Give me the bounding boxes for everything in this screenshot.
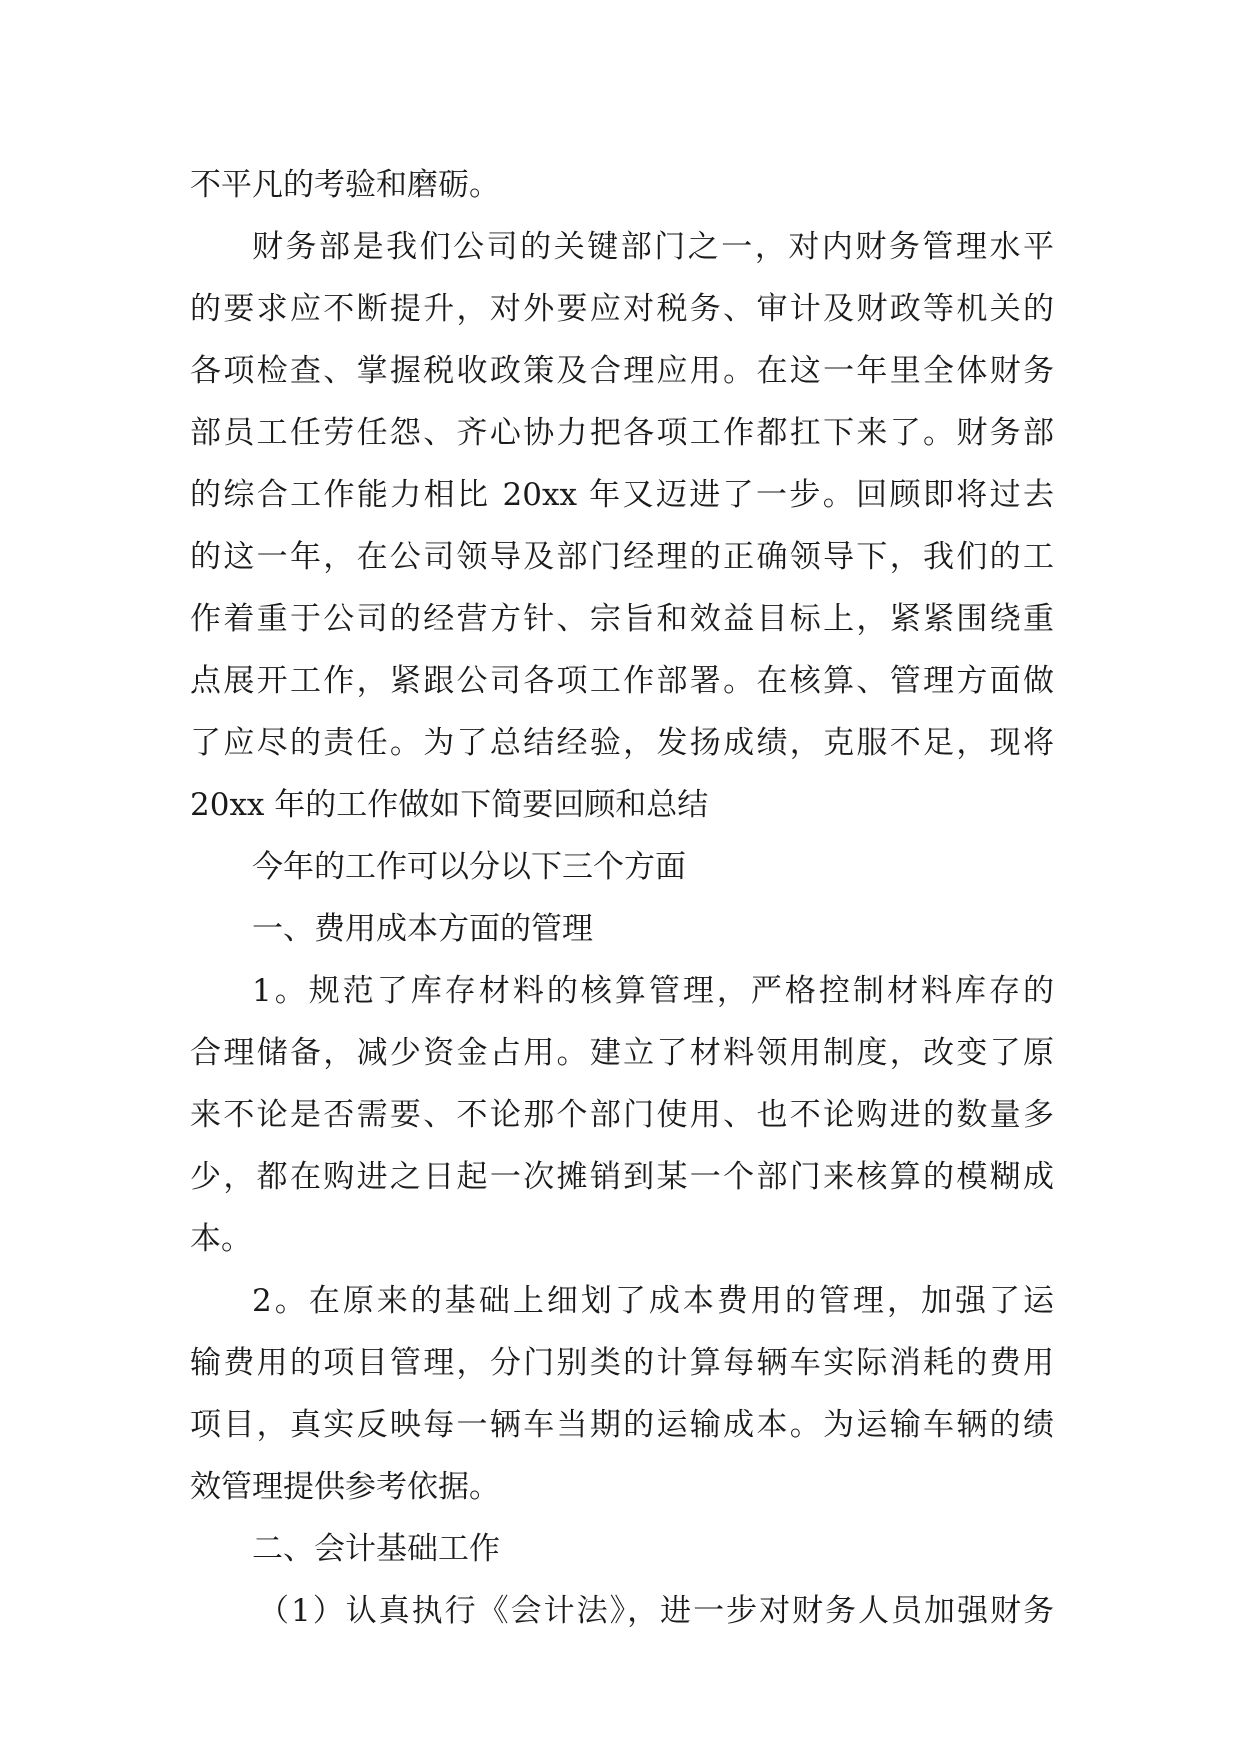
text-line: 部员工任劳任怨、齐心协力把各项工作都扛下来了。财务部 — [190, 415, 1054, 451]
text-line: 来不论是否需要、不论那个部门使用、也不论购进的数量多 — [190, 1097, 1054, 1133]
text-line: 的要求应不断提升，对外要应对税务、审计及财政等机关的 — [190, 291, 1054, 327]
text-line: 少，都在购进之日起一次摊销到某一个部门来核算的模糊成 — [190, 1159, 1054, 1195]
text-line: 合理储备，减少资金占用。建立了材料领用制度，改变了原 — [190, 1035, 1054, 1071]
text-line: 的这一年，在公司领导及部门经理的正确领导下，我们的工 — [190, 539, 1054, 575]
text-line: 不平凡的考验和磨砺。 — [190, 167, 500, 203]
text-line: 各项检查、掌握税收政策及合理应用。在这一年里全体财务 — [190, 353, 1054, 389]
paragraph-start-line: 1。规范了库存材料的核算管理，严格控制材料库存的 — [252, 973, 1054, 1009]
text-line: 效管理提供参考依据。 — [190, 1469, 500, 1505]
paragraph-start-line: 2。在原来的基础上细划了成本费用的管理，加强了运 — [252, 1283, 1054, 1319]
text-line: 点展开工作，紧跟公司各项工作部署。在核算、管理方面做 — [190, 663, 1054, 699]
text-line: 的综合工作能力相比 20xx 年又迈进了一步。回顾即将过去 — [190, 477, 1054, 513]
paragraph-start-line: （1）认真执行《会计法》，进一步对财务人员加强财务 — [258, 1593, 1054, 1629]
text-line: 项目，真实反映每一辆车当期的运输成本。为运输车辆的绩 — [190, 1407, 1054, 1443]
text-line: 20xx 年的工作做如下简要回顾和总结 — [190, 787, 709, 823]
text-line: 作着重于公司的经营方针、宗旨和效益目标上，紧紧围绕重 — [190, 601, 1054, 637]
text-line: 输费用的项目管理，分门别类的计算每辆车实际消耗的费用 — [190, 1345, 1054, 1381]
paragraph-start-line: 财务部是我们公司的关键部门之一，对内财务管理水平 — [252, 229, 1054, 265]
text-line: 本。 — [190, 1221, 252, 1257]
section-intro-line: 今年的工作可以分以下三个方面 — [252, 849, 686, 885]
section-heading: 一、费用成本方面的管理 — [252, 911, 593, 947]
text-line: 了应尽的责任。为了总结经验，发扬成绩，克服不足，现将 — [190, 725, 1054, 761]
section-heading: 二、会计基础工作 — [252, 1531, 500, 1567]
